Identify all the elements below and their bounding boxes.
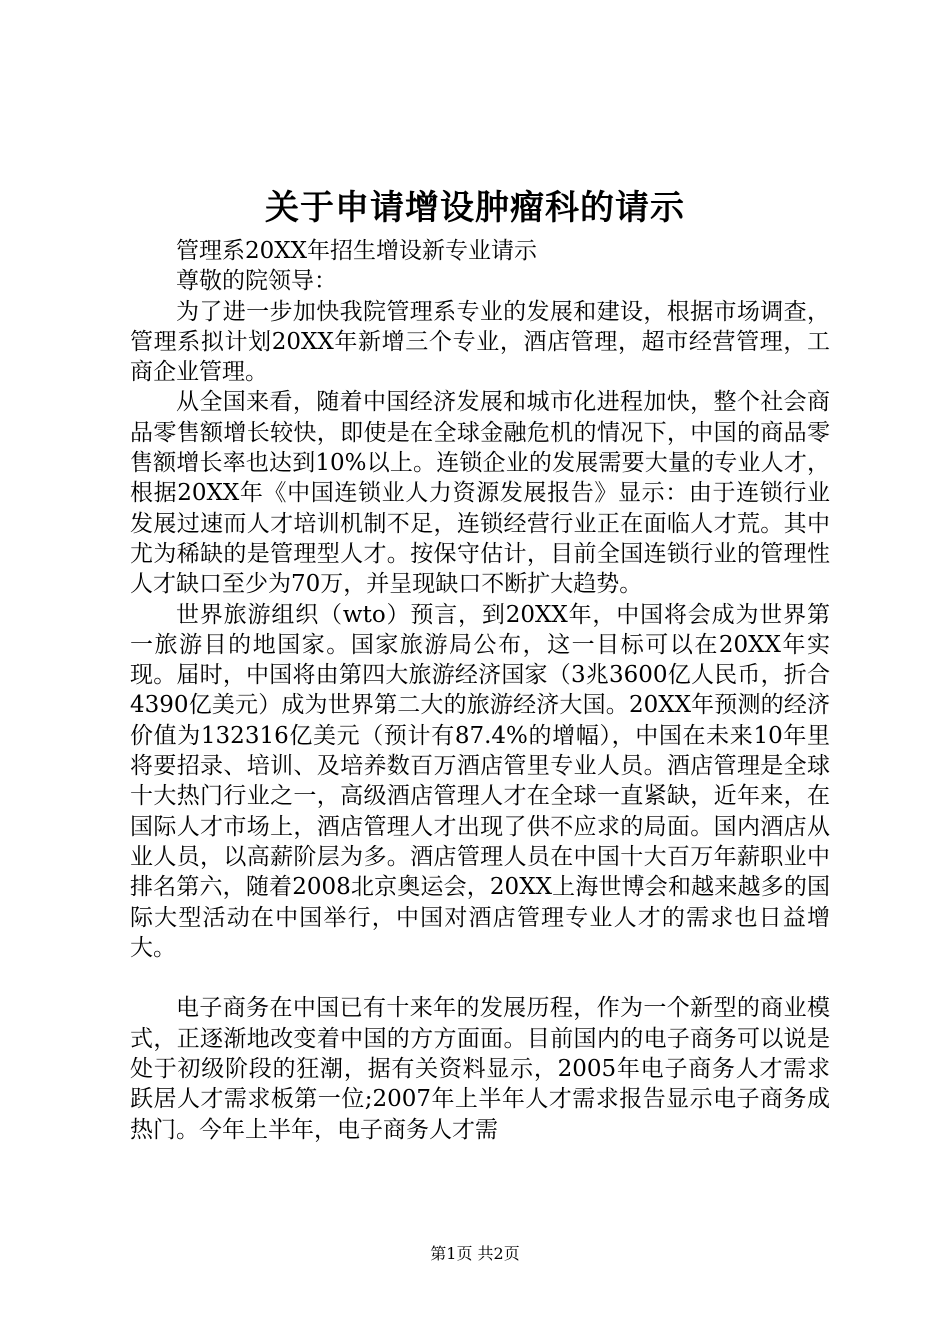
subject-line: 管理系20XX年招生增设新专业请示	[176, 238, 538, 264]
paragraph-intro: 为了进一步加快我院管理系专业的发展和建设，根据市场调查，管理系拟计划20XX年新增三个专业，酒店管理，超市经营管理，工商企业管理。	[130, 298, 830, 386]
paragraph-hotel-management: 世界旅游组织（wto）预言，到20XX年，中国将会成为世界第一旅游目的地国家。国家旅游局公布，这一目标可以在20XX年实现。届时，中国将由第四大旅游经济国家（3兆3600亿人民币，折合4390亿美元）成为世界第二大的旅游经济大国。20XX年预测的经济价值为132316亿美元（预计有87.4%的增幅），中国在未来10年里将要招录、培训、及培养数百万酒店管里专业人员。酒店管理是全球十大热门行业之一，高级酒店管理人才在全球一直紧缺，近年来，在国际人才市场上，酒店管理人才出现了供不应求的局面。国内酒店从业人员，以高薪阶层为多。酒店管理人员在中国十大百万年薪职业中排名第六，随着2008北京奥运会，20XX上海世博会和越来越多的国际大型活动在中国举行，中国对酒店管理专业人才的需求也日益增大。	[130, 601, 830, 961]
salutation: 尊敬的院领导：	[176, 268, 337, 295]
paragraph-e-commerce: 电子商务在中国已有十来年的发展历程，作为一个新型的商业模式，正逐渐地改变着中国的方方面面。目前国内的电子商务可以说是处于初级阶段的狂潮，据有关资料显示，2005年电子商务人才需求跃居人才需求板第一位;2007年上半年人才需求报告显示电子商务成热门。今年上半年，电子商务人才需	[130, 995, 830, 1143]
page-number-footer: 第1页 共2页	[430, 1244, 520, 1263]
document-title: 关于申请增设肿瘤科的请示	[265, 188, 685, 228]
paragraph-retail-chain: 从全国来看，随着中国经济发展和城市化进程加快，整个社会商品零售额增长较快，即使是在全球金融危机的情况下，中国的商品零售额增长率也达到10%以上。连锁企业的发展需要大量的专业人才，根据20XX年《中国连锁业人力资源发展报告》显示：由于连锁行业发展过速而人才培训机制不足，连锁经营行业正在面临人才荒。其中尤为稀缺的是管理型人才。按保守估计，目前全国连锁行业的管理性人才缺口至少为70万，并呈现缺口不断扩大趋势。	[130, 389, 830, 598]
document-body	[130, 236, 830, 1145]
